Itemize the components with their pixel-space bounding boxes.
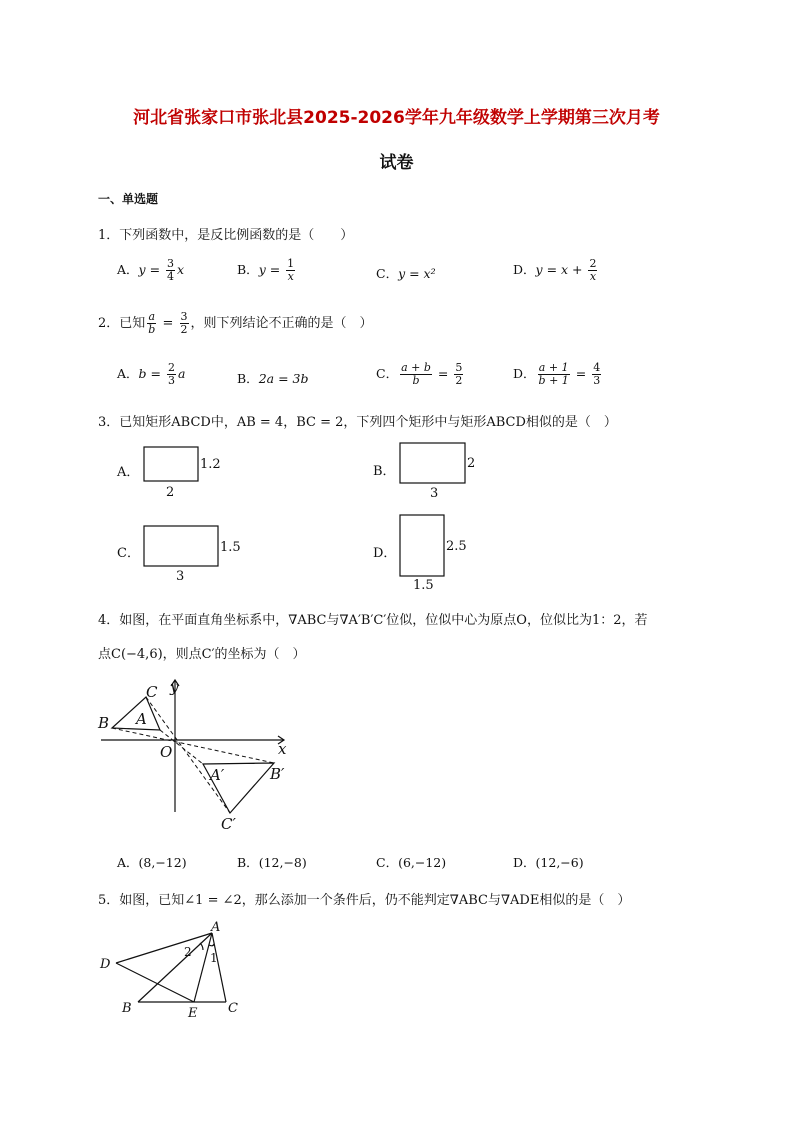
q3-rect-a-width: 2 [166,485,175,500]
q3-rect-c-width: 3 [176,569,185,584]
label-b: B [98,714,110,732]
label-y: y [170,678,179,696]
section-heading: 一、单选题 [98,192,159,206]
label-a: A [136,710,147,728]
question-5-stem: 5．如图，已知∠1 = ∠2，那么添加一个条件后，仍不能判定∇ABC与∇ADE相似的是（ ） [98,893,631,908]
question-1-option-b: B．y = $\frac{1}{x}$ [237,257,295,283]
question-4-option-b: B．(12,−8) [237,855,307,870]
question-4-option-d: D．(12,−6) [513,855,584,870]
label-x: x [278,740,287,758]
question-1-stem: 1．下列函数中，是反比例函数的是（ ） [98,228,354,243]
q3-option-c-label: C． [117,546,140,561]
question-2-option-a: A．b = $\frac{2}{3}$ a [117,361,186,387]
question-1-option-c: C．y = x² [376,266,436,281]
segment-ae [194,933,212,1002]
segment-da [116,933,212,963]
document-title: 河北省张家口市张北县2025-2026学年九年级数学上学期第三次月考 [133,108,660,128]
label-a: A [211,920,221,935]
question-4-option-c: C．(6,−12) [376,855,447,870]
label-c: C [228,1001,238,1016]
question-3-stem: 3．已知矩形ABCD中，AB = 4，BC = 2，下列四个矩形中与矩形ABCD相似的是（ ） [98,415,617,430]
question-4-stem-line1: 4．如图，在平面直角坐标系中，∇ABC与∇A′B′C′位似，位似中心为原点O，位似比为1：2，若 [98,613,648,628]
document-title-line2: 试卷 [379,153,414,173]
question-4-stem-line2: 点C(−4,6)，则点C′的坐标为（ ） [98,647,306,662]
q3-rect-a-height: 1.2 [200,457,221,472]
angle-2-arc [200,943,203,950]
label-d: D [100,957,111,972]
q3-rect-c-height: 1.5 [220,540,241,555]
label-angle-1: 1 [210,951,218,965]
question-2-option-b: B．2a = 3b [237,371,309,386]
q3-rect-d-width: 1.5 [413,578,434,593]
q3-option-a-label: A． [117,465,140,480]
label-a-prime: A′ [210,766,225,784]
label-c-prime: C′ [221,815,236,833]
question-2-stem: 2．已知 $\frac{a}{b}$ = $\frac{3}{2}$ ，则下列结论不正确的是（ ） [98,310,373,336]
question-1-option-d: D．y = x + $\frac{2}{x}$ [513,257,597,283]
label-b-prime: B′ [270,765,285,783]
question-1-option-a: A．y = $\frac{3}{4}$ x [117,257,185,283]
label-e: E [188,1006,198,1021]
label-c: C [146,683,158,701]
segment-ac [212,933,226,1002]
q3-option-b-label: B． [373,464,396,479]
question-2-option-d: D． $\frac{a + 1}{b + 1}$ = $\frac{4}{3}$ [513,361,601,387]
q3-option-d-label: D． [373,546,397,561]
q3-rect-b-height: 2 [467,456,476,471]
q3-rect-d-height: 2.5 [446,539,467,554]
segment-de [116,963,194,1002]
angle-1-arc [209,944,214,946]
question-4-option-a: A．(8,−12) [117,855,187,870]
question-2-option-c: C． $\frac{a + b}{b}$ = $\frac{5}{2}$ [376,361,463,387]
label-angle-2: 2 [184,945,192,959]
label-o: O [160,743,173,761]
label-b: B [122,1001,132,1016]
q3-rect-b-width: 3 [430,486,439,501]
